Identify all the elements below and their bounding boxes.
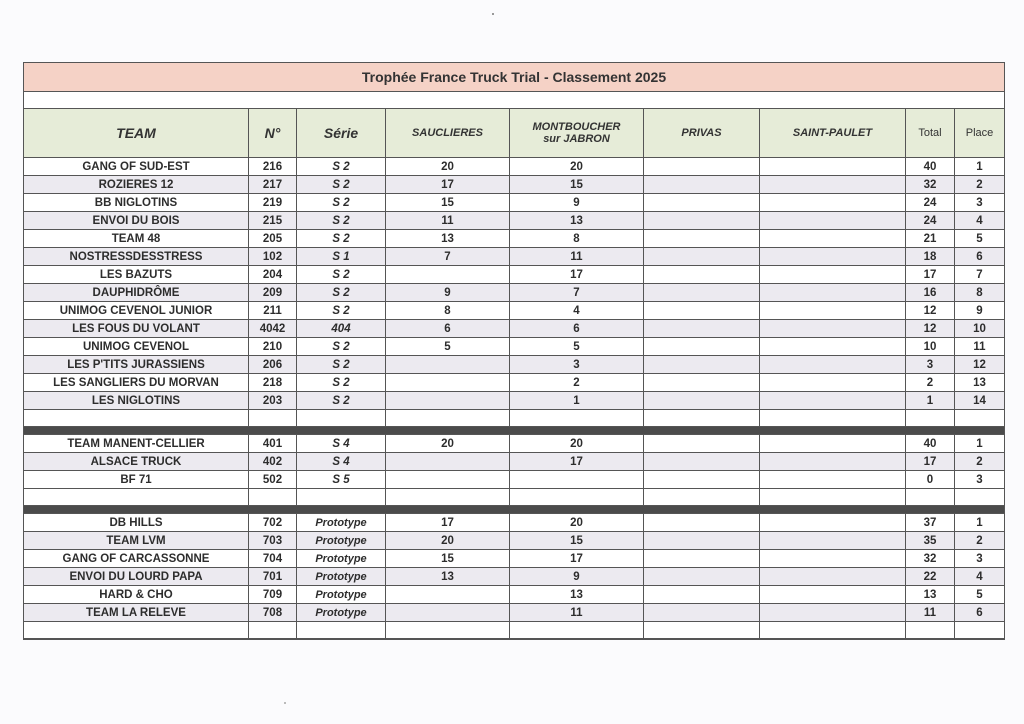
serie-cell: Prototype bbox=[297, 532, 386, 549]
team-cell: LES P'TITS JURASSIENS bbox=[24, 356, 249, 373]
team-cell: UNIMOG CEVENOL JUNIOR bbox=[24, 302, 249, 319]
place-cell: 14 bbox=[973, 394, 986, 407]
total-cell: 18 bbox=[906, 248, 955, 265]
standings-table bbox=[23, 62, 1005, 640]
spacer-row bbox=[24, 489, 1004, 506]
empty-cell bbox=[386, 622, 510, 638]
empty-cell bbox=[644, 410, 760, 426]
saint-paulet-cell bbox=[760, 338, 906, 355]
serie-cell: S 4 bbox=[297, 453, 386, 470]
saucliere-cell: 17 bbox=[386, 176, 510, 193]
empty-cell bbox=[510, 410, 644, 426]
team-cell: LES FOUS DU VOLANT bbox=[24, 320, 249, 337]
place-cell: 10 bbox=[973, 322, 986, 335]
serie-cell: Prototype bbox=[297, 550, 386, 567]
number-cell: 702 bbox=[249, 514, 297, 531]
total-cell: 3 bbox=[906, 356, 955, 373]
saucliere-cell bbox=[386, 266, 510, 283]
serie-cell: S 2 bbox=[297, 266, 386, 283]
saint-paulet-cell bbox=[760, 230, 906, 247]
total-cell: 40 bbox=[906, 158, 955, 175]
team-cell: TEAM LVM bbox=[24, 532, 249, 549]
privas-cell bbox=[644, 176, 760, 193]
table-title: Trophée France Truck Trial - Classement 2025 bbox=[24, 63, 1004, 92]
team-cell: BB NIGLOTINS bbox=[24, 194, 249, 211]
col-header-saucliere: SAUCLIERES bbox=[386, 109, 510, 157]
table-row bbox=[24, 471, 1004, 489]
serie-cell: S 2 bbox=[297, 356, 386, 373]
place-cell: 4 bbox=[976, 214, 983, 227]
total-cell: 17 bbox=[906, 266, 955, 283]
privas-cell bbox=[644, 514, 760, 531]
total-cell: 11 bbox=[906, 604, 955, 621]
total-cell: 21 bbox=[906, 230, 955, 247]
saucliere-cell bbox=[386, 471, 510, 488]
table-row bbox=[24, 176, 1004, 194]
saint-paulet-cell bbox=[760, 320, 906, 337]
montboucher-cell: 20 bbox=[510, 435, 644, 452]
saint-paulet-cell bbox=[760, 586, 906, 603]
serie-cell: S 2 bbox=[297, 338, 386, 355]
number-cell: 215 bbox=[249, 212, 297, 229]
spacer-row bbox=[24, 622, 1004, 639]
place-cell: 8 bbox=[976, 286, 983, 299]
team-cell: ALSACE TRUCK bbox=[24, 453, 249, 470]
serie-cell: S 4 bbox=[297, 435, 386, 452]
saucliere-cell: 6 bbox=[386, 320, 510, 337]
saint-paulet-cell bbox=[760, 550, 906, 567]
empty-cell bbox=[297, 622, 386, 638]
empty-cell bbox=[760, 410, 906, 426]
saint-paulet-cell bbox=[760, 356, 906, 373]
team-cell: NOSTRESSDESSTRESS bbox=[24, 248, 249, 265]
montboucher-cell: 8 bbox=[510, 230, 644, 247]
place-cell: 11 bbox=[973, 340, 986, 353]
saint-paulet-cell bbox=[760, 453, 906, 470]
table-row bbox=[24, 248, 1004, 266]
privas-cell bbox=[644, 356, 760, 373]
team-cell: ENVOI DU BOIS bbox=[24, 212, 249, 229]
empty-cell bbox=[644, 489, 760, 505]
montboucher-cell: 11 bbox=[510, 248, 644, 265]
privas-cell bbox=[644, 604, 760, 621]
privas-cell bbox=[644, 453, 760, 470]
saint-paulet-cell bbox=[760, 604, 906, 621]
table-row bbox=[24, 514, 1004, 532]
saint-paulet-cell bbox=[760, 392, 906, 409]
serie-cell: S 2 bbox=[297, 158, 386, 175]
empty-cell bbox=[760, 489, 906, 505]
number-cell: 708 bbox=[249, 604, 297, 621]
saint-paulet-cell bbox=[760, 212, 906, 229]
group-separator bbox=[24, 427, 1004, 435]
scan-speck bbox=[492, 13, 494, 15]
place-cell: 9 bbox=[976, 304, 983, 317]
empty-cell bbox=[510, 489, 644, 505]
total-cell: 13 bbox=[906, 586, 955, 603]
empty-cell bbox=[955, 489, 1004, 505]
saucliere-cell: 20 bbox=[386, 532, 510, 549]
total-cell: 2 bbox=[906, 374, 955, 391]
empty-cell bbox=[906, 489, 955, 505]
number-cell: 210 bbox=[249, 338, 297, 355]
saucliere-cell bbox=[386, 374, 510, 391]
place-cell: 6 bbox=[976, 250, 983, 263]
table-row bbox=[24, 392, 1004, 410]
place-cell: 2 bbox=[976, 178, 983, 191]
team-cell: GANG OF SUD-EST bbox=[24, 158, 249, 175]
privas-cell bbox=[644, 248, 760, 265]
saint-paulet-cell bbox=[760, 194, 906, 211]
saint-paulet-cell bbox=[760, 374, 906, 391]
empty-cell bbox=[906, 410, 955, 426]
empty-cell bbox=[297, 489, 386, 505]
privas-cell bbox=[644, 230, 760, 247]
team-cell: ENVOI DU LOURD PAPA bbox=[24, 568, 249, 585]
empty-cell bbox=[955, 410, 1004, 426]
saucliere-cell: 13 bbox=[386, 568, 510, 585]
saint-paulet-cell bbox=[760, 302, 906, 319]
number-cell: 218 bbox=[249, 374, 297, 391]
saucliere-cell: 20 bbox=[386, 158, 510, 175]
privas-cell bbox=[644, 532, 760, 549]
place-cell: 3 bbox=[976, 196, 983, 209]
serie-cell: Prototype bbox=[297, 568, 386, 585]
total-cell: 10 bbox=[906, 338, 955, 355]
place-cell: 12 bbox=[973, 358, 986, 371]
empty-cell bbox=[510, 622, 644, 638]
team-cell: LES SANGLIERS DU MORVAN bbox=[24, 374, 249, 391]
privas-cell bbox=[644, 568, 760, 585]
col-header-team: TEAM bbox=[24, 109, 249, 157]
privas-cell bbox=[644, 284, 760, 301]
table-row bbox=[24, 194, 1004, 212]
number-cell: 704 bbox=[249, 550, 297, 567]
privas-cell bbox=[644, 158, 760, 175]
place-cell: 7 bbox=[976, 268, 983, 281]
montboucher-cell: 3 bbox=[510, 356, 644, 373]
montboucher-cell: 15 bbox=[510, 532, 644, 549]
privas-cell bbox=[644, 302, 760, 319]
serie-cell: S 5 bbox=[297, 471, 386, 488]
team-cell: DAUPHIDRÔME bbox=[24, 284, 249, 301]
total-cell: 12 bbox=[906, 302, 955, 319]
privas-cell bbox=[644, 374, 760, 391]
team-cell: TEAM MANENT-CELLIER bbox=[24, 435, 249, 452]
number-cell: 205 bbox=[249, 230, 297, 247]
number-cell: 204 bbox=[249, 266, 297, 283]
saucliere-cell: 15 bbox=[386, 550, 510, 567]
serie-cell: S 2 bbox=[297, 194, 386, 211]
team-cell: UNIMOG CEVENOL bbox=[24, 338, 249, 355]
number-cell: 203 bbox=[249, 392, 297, 409]
team-cell: ROZIERES 12 bbox=[24, 176, 249, 193]
table-row bbox=[24, 586, 1004, 604]
privas-cell bbox=[644, 266, 760, 283]
total-cell: 24 bbox=[906, 212, 955, 229]
team-cell: HARD & CHO bbox=[24, 586, 249, 603]
place-cell: 1 bbox=[976, 160, 983, 173]
table-body bbox=[24, 158, 1004, 639]
col-header-saint-paulet: SAINT-PAULET bbox=[760, 109, 906, 157]
table-row bbox=[24, 320, 1004, 338]
montboucher-cell: 17 bbox=[510, 453, 644, 470]
privas-cell bbox=[644, 212, 760, 229]
total-cell: 0 bbox=[906, 471, 955, 488]
number-cell: 401 bbox=[249, 435, 297, 452]
montboucher-cell: 13 bbox=[510, 586, 644, 603]
place-cell: 3 bbox=[976, 473, 983, 486]
empty-cell bbox=[24, 489, 249, 505]
montboucher-cell: 15 bbox=[510, 176, 644, 193]
spacer-row bbox=[24, 92, 1004, 109]
spacer-row bbox=[24, 410, 1004, 427]
privas-cell bbox=[644, 435, 760, 452]
saucliere-cell bbox=[386, 392, 510, 409]
table-row bbox=[24, 453, 1004, 471]
empty-cell bbox=[24, 622, 249, 638]
empty-cell bbox=[386, 410, 510, 426]
place-cell: 13 bbox=[973, 376, 986, 389]
number-cell: 703 bbox=[249, 532, 297, 549]
saint-paulet-cell bbox=[760, 266, 906, 283]
empty-cell bbox=[249, 489, 297, 505]
total-cell: 32 bbox=[906, 550, 955, 567]
table-row bbox=[24, 338, 1004, 356]
place-cell: 1 bbox=[976, 437, 983, 450]
number-cell: 206 bbox=[249, 356, 297, 373]
montboucher-cell: 20 bbox=[510, 158, 644, 175]
saucliere-cell: 15 bbox=[386, 194, 510, 211]
serie-cell: S 2 bbox=[297, 392, 386, 409]
saucliere-cell bbox=[386, 453, 510, 470]
saucliere-cell: 7 bbox=[386, 248, 510, 265]
montboucher-cell: 9 bbox=[510, 194, 644, 211]
serie-cell: S 2 bbox=[297, 230, 386, 247]
number-cell: 211 bbox=[249, 302, 297, 319]
montboucher-cell: 13 bbox=[510, 212, 644, 229]
serie-cell: Prototype bbox=[297, 586, 386, 603]
montboucher-cell: 1 bbox=[510, 392, 644, 409]
saint-paulet-cell bbox=[760, 471, 906, 488]
table-row bbox=[24, 604, 1004, 622]
number-cell: 701 bbox=[249, 568, 297, 585]
table-row bbox=[24, 284, 1004, 302]
table-row bbox=[24, 568, 1004, 586]
empty-cell bbox=[644, 622, 760, 638]
saucliere-cell: 11 bbox=[386, 212, 510, 229]
empty-cell bbox=[249, 622, 297, 638]
team-cell: TEAM LA RELEVE bbox=[24, 604, 249, 621]
group-separator bbox=[24, 506, 1004, 514]
saucliere-cell: 17 bbox=[386, 514, 510, 531]
saucliere-cell bbox=[386, 604, 510, 621]
table-row bbox=[24, 550, 1004, 568]
saucliere-cell: 8 bbox=[386, 302, 510, 319]
serie-cell: Prototype bbox=[297, 514, 386, 531]
saint-paulet-cell bbox=[760, 284, 906, 301]
team-cell: LES BAZUTS bbox=[24, 266, 249, 283]
saucliere-cell bbox=[386, 356, 510, 373]
number-cell: 502 bbox=[249, 471, 297, 488]
col-header-serie: Série bbox=[297, 109, 386, 157]
montboucher-cell: 17 bbox=[510, 550, 644, 567]
col-header-montboucher-line1: MONTBOUCHER bbox=[532, 121, 621, 133]
col-header-montboucher-line2: sur JABRON bbox=[543, 133, 610, 145]
montboucher-cell: 2 bbox=[510, 374, 644, 391]
total-cell: 16 bbox=[906, 284, 955, 301]
number-cell: 402 bbox=[249, 453, 297, 470]
serie-cell: 404 bbox=[297, 320, 386, 337]
privas-cell bbox=[644, 471, 760, 488]
table-row bbox=[24, 532, 1004, 550]
number-cell: 709 bbox=[249, 586, 297, 603]
header-row bbox=[24, 109, 1004, 158]
table-row bbox=[24, 212, 1004, 230]
place-cell: 3 bbox=[976, 552, 983, 565]
serie-cell: S 2 bbox=[297, 176, 386, 193]
montboucher-cell: 20 bbox=[510, 514, 644, 531]
serie-cell: S 2 bbox=[297, 374, 386, 391]
empty-cell bbox=[249, 410, 297, 426]
scan-speck bbox=[284, 702, 286, 704]
serie-cell: S 2 bbox=[297, 284, 386, 301]
total-cell: 22 bbox=[906, 568, 955, 585]
number-cell: 216 bbox=[249, 158, 297, 175]
col-header-privas: PRIVAS bbox=[644, 109, 760, 157]
table-row bbox=[24, 158, 1004, 176]
empty-cell bbox=[955, 622, 1004, 638]
team-cell: DB HILLS bbox=[24, 514, 249, 531]
saint-paulet-cell bbox=[760, 158, 906, 175]
serie-cell: S 2 bbox=[297, 212, 386, 229]
col-header-number: N° bbox=[249, 109, 297, 157]
team-cell: BF 71 bbox=[24, 471, 249, 488]
place-cell: 2 bbox=[976, 534, 983, 547]
table-row bbox=[24, 374, 1004, 392]
montboucher-cell: 4 bbox=[510, 302, 644, 319]
saucliere-cell: 9 bbox=[386, 284, 510, 301]
table-row bbox=[24, 435, 1004, 453]
number-cell: 4042 bbox=[249, 320, 297, 337]
saint-paulet-cell bbox=[760, 532, 906, 549]
montboucher-cell: 9 bbox=[510, 568, 644, 585]
table-row bbox=[24, 230, 1004, 248]
number-cell: 102 bbox=[249, 248, 297, 265]
total-cell: 32 bbox=[906, 176, 955, 193]
privas-cell bbox=[644, 550, 760, 567]
saint-paulet-cell bbox=[760, 514, 906, 531]
total-cell: 37 bbox=[906, 514, 955, 531]
col-header-montboucher bbox=[510, 109, 644, 157]
place-cell: 1 bbox=[976, 516, 983, 529]
montboucher-cell bbox=[510, 471, 644, 488]
montboucher-cell: 5 bbox=[510, 338, 644, 355]
number-cell: 209 bbox=[249, 284, 297, 301]
team-cell: GANG OF CARCASSONNE bbox=[24, 550, 249, 567]
total-cell: 17 bbox=[906, 453, 955, 470]
total-cell: 12 bbox=[906, 320, 955, 337]
saucliere-cell: 20 bbox=[386, 435, 510, 452]
place-cell: 5 bbox=[976, 232, 983, 245]
table-row bbox=[24, 266, 1004, 284]
montboucher-cell: 11 bbox=[510, 604, 644, 621]
privas-cell bbox=[644, 320, 760, 337]
team-cell: TEAM 48 bbox=[24, 230, 249, 247]
empty-cell bbox=[24, 410, 249, 426]
place-cell: 4 bbox=[976, 570, 983, 583]
place-cell: 6 bbox=[976, 606, 983, 619]
total-cell: 24 bbox=[906, 194, 955, 211]
table-row bbox=[24, 302, 1004, 320]
total-cell: 35 bbox=[906, 532, 955, 549]
saint-paulet-cell bbox=[760, 248, 906, 265]
total-cell: 1 bbox=[906, 392, 955, 409]
col-header-place: Place bbox=[965, 127, 994, 139]
privas-cell bbox=[644, 338, 760, 355]
saint-paulet-cell bbox=[760, 176, 906, 193]
total-cell: 40 bbox=[906, 435, 955, 452]
saint-paulet-cell bbox=[760, 568, 906, 585]
empty-cell bbox=[760, 622, 906, 638]
saint-paulet-cell bbox=[760, 435, 906, 452]
empty-cell bbox=[386, 489, 510, 505]
place-cell: 5 bbox=[976, 588, 983, 601]
serie-cell: S 2 bbox=[297, 302, 386, 319]
serie-cell: Prototype bbox=[297, 604, 386, 621]
serie-cell: S 1 bbox=[297, 248, 386, 265]
montboucher-cell: 7 bbox=[510, 284, 644, 301]
saucliere-cell: 5 bbox=[386, 338, 510, 355]
col-header-total: Total bbox=[906, 109, 955, 157]
place-cell: 2 bbox=[976, 455, 983, 468]
privas-cell bbox=[644, 194, 760, 211]
table-row bbox=[24, 356, 1004, 374]
montboucher-cell: 6 bbox=[510, 320, 644, 337]
saucliere-cell bbox=[386, 586, 510, 603]
privas-cell bbox=[644, 392, 760, 409]
montboucher-cell: 17 bbox=[510, 266, 644, 283]
empty-cell bbox=[297, 410, 386, 426]
empty-cell bbox=[906, 622, 955, 638]
privas-cell bbox=[644, 586, 760, 603]
saucliere-cell: 13 bbox=[386, 230, 510, 247]
team-cell: LES NIGLOTINS bbox=[24, 392, 249, 409]
number-cell: 219 bbox=[249, 194, 297, 211]
number-cell: 217 bbox=[249, 176, 297, 193]
